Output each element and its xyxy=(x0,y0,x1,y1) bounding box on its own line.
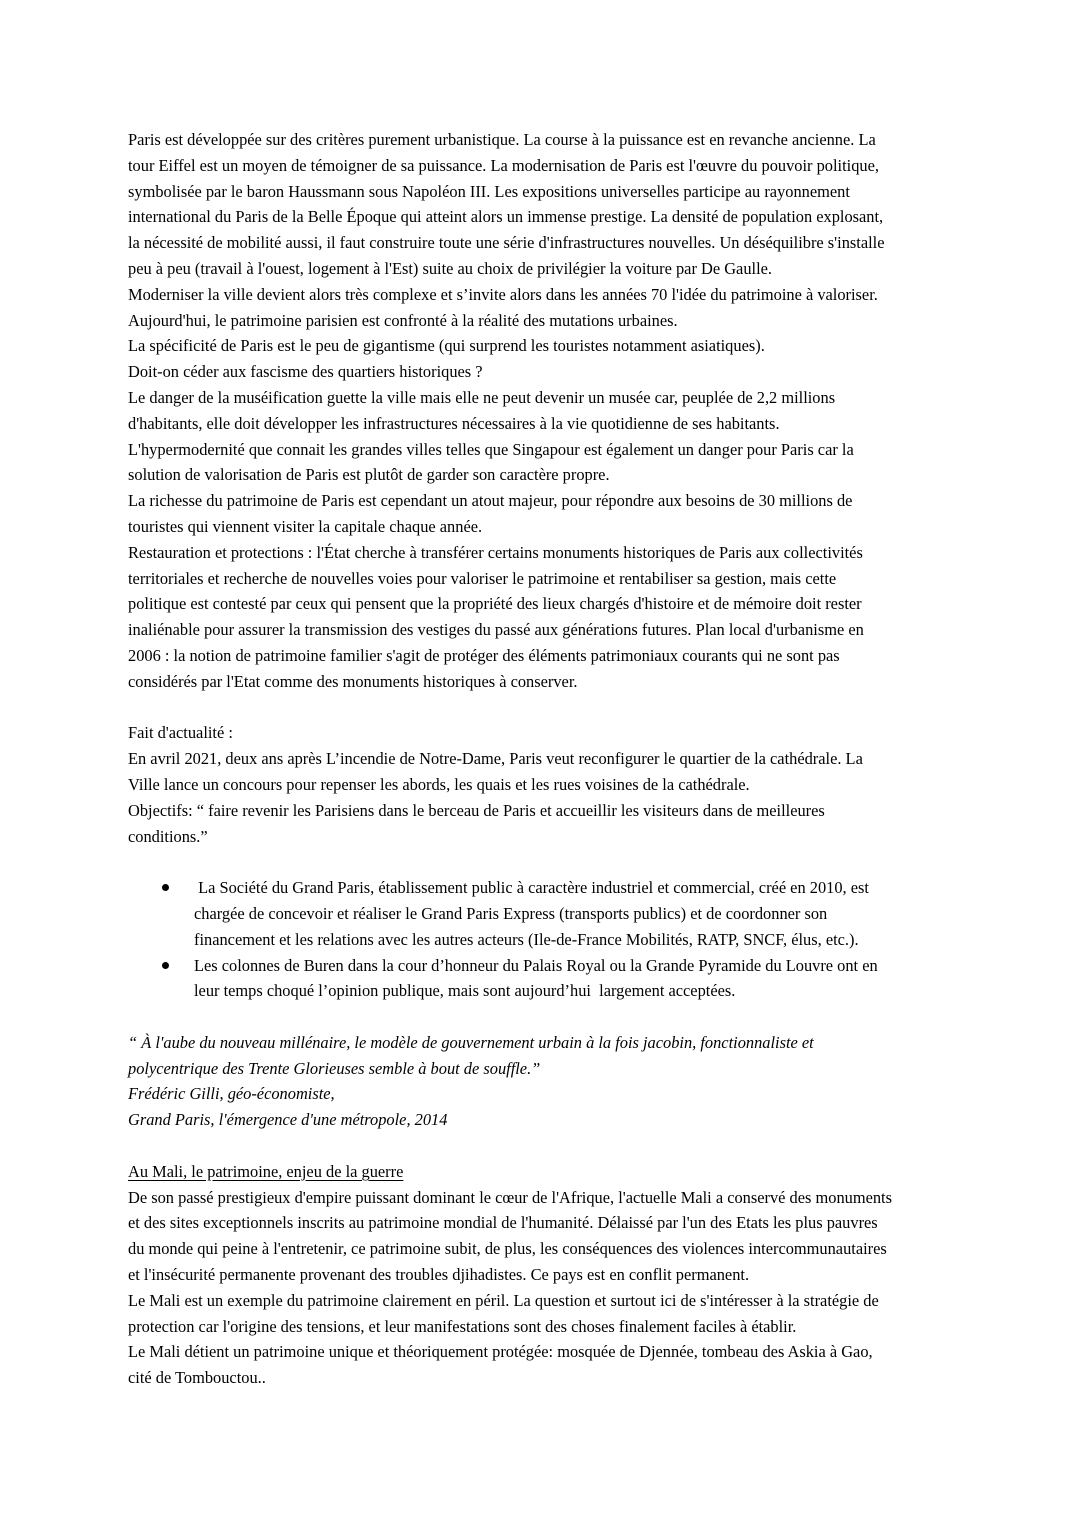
bullet-item xyxy=(128,875,958,952)
spacer xyxy=(128,1133,958,1159)
text-line: et l'insécurité permanente provenant des troubles djihadistes. Ce pays est en conflit permanent. xyxy=(128,1265,750,1285)
text-line: Restauration et protections : l'État cherche à transférer certains monuments historiques de Paris aux collectivités xyxy=(128,542,863,562)
current-events-paragraph xyxy=(128,720,958,849)
paris-paragraph xyxy=(128,127,958,695)
text-line: Paris est développée sur des critères purement urbanistique. La course à la puissance est en revanche ancienne. La xyxy=(128,130,876,149)
text-line: 2006 : la notion de patrimoine familier s'agit de protéger des éléments patrimoniaux courants qui ne sont pas xyxy=(128,645,840,665)
text-line: Ville lance un concours pour repenser les abords, les quais et les rues voisines de la cathédrale. xyxy=(128,774,750,794)
text-line: La Société du Grand Paris, établissement public à caractère industriel et commercial, créé en 2010, est xyxy=(194,878,869,898)
text-line: d'habitants, elle doit développer les infrastructures nécessaires à la vie quotidienne de ses habitants. xyxy=(128,413,780,433)
text-line: international du Paris de la Belle Époque qui atteint alors un immense prestige. La densité de population explosant, xyxy=(128,207,884,227)
text-line: la nécessité de mobilité aussi, il faut construire toute une série d'infrastructures nouvelles. Un déséquilibre s'installe xyxy=(128,233,885,253)
text-line: De son passé prestigieux d'empire puissant dominant le cœur de l'Afrique, l'actuelle Mali a conservé des monuments xyxy=(128,1187,892,1207)
text-line: chargée de concevoir et réaliser le Grand Paris Express (transports publics) et de coordonner son xyxy=(194,903,828,923)
text-line: et des sites exceptionnels inscrits au patrimoine mondial de l'humanité. Délaissé par l'un des Etats les plus pauvres xyxy=(128,1213,878,1233)
text-line: politique est contesté par ceux qui pensent que la propriété des lieux chargés d'histoire et de mémoire doit rester xyxy=(128,594,862,614)
bullet-icon xyxy=(162,884,169,891)
text-line: cité de Tombouctou.. xyxy=(128,1368,266,1388)
spacer xyxy=(128,695,958,721)
text-line: Fait d'actualité : xyxy=(128,723,233,743)
bullet-icon xyxy=(162,962,169,969)
text-line: considérés par l'Etat comme des monuments historiques à conserver. xyxy=(128,671,578,691)
text-line: symbolisée par le baron Haussmann sous Napoléon III. Les expositions universelles participe au rayonnement xyxy=(128,181,850,201)
spacer xyxy=(128,849,958,875)
text-line: La spécificité de Paris est le peu de gigantisme (qui surprend les touristes notamment asiatiques). xyxy=(128,336,765,356)
bullet-item xyxy=(128,953,958,1005)
section-heading: Au Mali, le patrimoine, enjeu de la guerre xyxy=(128,1161,404,1181)
text-line: tour Eiffel est un moyen de témoigner de sa puissance. La modernisation de Paris est l'œuvre du pouvoir politique, xyxy=(128,155,879,175)
text-line: du monde qui peine à l'entretenir, ce patrimoine subit, de plus, les conséquences des violences intercommunautaires xyxy=(128,1239,887,1259)
quote-line: “ À l'aube du nouveau millénaire, le modèle de gouvernement urbain à la fois jacobin, fonctionnaliste et xyxy=(128,1032,814,1052)
quotation-block xyxy=(128,1030,958,1133)
text-line: conditions.” xyxy=(128,826,208,846)
text-line: inaliénable pour assurer la transmission des vestiges du passé aux générations futures. Plan local d'urbanisme en xyxy=(128,620,864,640)
text-line: leur temps choqué l’opinion publique, mais sont aujourd’hui largement acceptées. xyxy=(194,981,736,1001)
mali-section xyxy=(128,1159,958,1391)
text-line: territoriales et recherche de nouvelles voies pour valoriser le patrimoine et rentabiliser sa gestion, mais cette xyxy=(128,568,837,588)
text-line: peu à peu (travail à l'ouest, logement à l'Est) suite au choix de privilégier la voiture par De Gaulle. xyxy=(128,258,773,278)
document-page xyxy=(128,127,958,1391)
quote-author: Frédéric Gilli, géo-économiste, xyxy=(128,1084,335,1104)
spacer xyxy=(128,1004,958,1030)
bullet-list xyxy=(128,875,958,1004)
text-line: solution de valorisation de Paris est plutôt de garder son caractère propre. xyxy=(128,465,610,485)
text-line: Les colonnes de Buren dans la cour d’honneur du Palais Royal ou la Grande Pyramide du Louvre ont en xyxy=(194,955,878,975)
text-line: Aujourd'hui, le patrimoine parisien est confronté à la réalité des mutations urbaines. xyxy=(128,310,678,330)
text-line: Le Mali est un exemple du patrimoine clairement en péril. La question et surtout ici de s'intéresser à la stratégie de xyxy=(128,1290,879,1310)
text-line: L'hypermodernité que connait les grandes villes telles que Singapour est également un danger pour Paris car la xyxy=(128,439,854,459)
quote-line: polycentrique des Trente Glorieuses semble à bout de souffle.” xyxy=(128,1058,541,1078)
quote-source: Grand Paris, l'émergence d'une métropole, 2014 xyxy=(128,1110,448,1130)
text-line: touristes qui viennent visiter la capitale chaque année. xyxy=(128,516,483,536)
text-line: Doit-on céder aux fascisme des quartiers historiques ? xyxy=(128,362,483,382)
text-line: Le danger de la muséification guette la ville mais elle ne peut devenir un musée car, peuplée de 2,2 millions xyxy=(128,387,836,407)
section-heading-row xyxy=(128,1159,958,1185)
text-line: La richesse du patrimoine de Paris est cependant un atout majeur, pour répondre aux besoins de 30 millions de xyxy=(128,491,853,511)
text-line: Moderniser la ville devient alors très complexe et s’invite alors dans les années 70 l'idée du patrimoine à valoriser. xyxy=(128,284,878,304)
text-line: protection car l'origine des tensions, et leur manifestations sont des choses finalement faciles à établir. xyxy=(128,1316,797,1336)
text-line: Objectifs: “ faire revenir les Parisiens dans le berceau de Paris et accueillir les visiteurs dans de meilleures xyxy=(128,800,825,820)
text-line: financement et les relations avec les autres acteurs (Ile-de-France Mobilités, RATP, SNCF, élus, etc.). xyxy=(194,929,859,949)
text-line: Le Mali détient un patrimoine unique et théoriquement protégée: mosquée de Djennée, tombeau des Askia à Gao, xyxy=(128,1342,873,1362)
text-line: En avril 2021, deux ans après L’incendie de Notre-Dame, Paris veut reconfigurer le quartier de la cathédrale. La xyxy=(128,749,863,769)
